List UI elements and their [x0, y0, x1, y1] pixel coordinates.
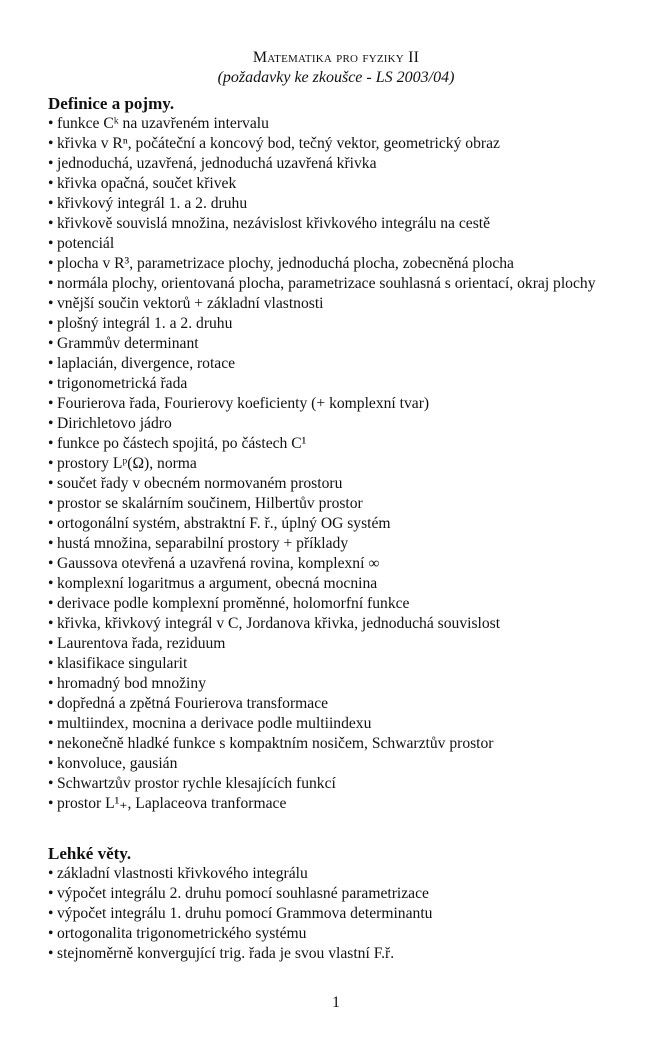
section-definitions	[48, 94, 638, 814]
list-item-text: stejnoměrně konvergující trig. řada je svou vlastní F.ř.	[57, 945, 395, 962]
list-item-text: křivka v Rⁿ, počáteční a koncový bod, tečný vektor, geometrický obraz	[57, 135, 500, 152]
bullet-icon: •	[48, 635, 54, 652]
bullet-icon: •	[48, 775, 54, 792]
list-item	[48, 494, 638, 514]
list-item	[48, 774, 638, 794]
list-item	[48, 904, 638, 924]
list-item-text: derivace podle komplexní proměnné, holomorfní funkce	[57, 595, 410, 612]
bullet-icon: •	[48, 255, 54, 272]
bullet-icon: •	[48, 395, 54, 412]
bullet-icon: •	[48, 675, 54, 692]
list-item	[48, 794, 638, 814]
list-item	[48, 734, 638, 754]
bullet-icon: •	[48, 415, 54, 432]
list-item-text: Laurentova řada, reziduum	[57, 635, 226, 652]
list-item	[48, 434, 638, 454]
list-item-text: výpočet integrálu 1. druhu pomocí Grammova determinantu	[57, 905, 433, 922]
list-item-text: plocha v R³, parametrizace plochy, jednoduchá plocha, zobecněná plocha	[57, 255, 514, 272]
list-item-text: funkce po částech spojitá, po částech C¹	[57, 435, 307, 452]
list-item-text: laplacián, divergence, rotace	[57, 355, 236, 372]
bullet-icon: •	[48, 535, 54, 552]
list-item	[48, 334, 638, 354]
bullet-icon: •	[48, 945, 54, 962]
list-item-text: jednoduchá, uzavřená, jednoduchá uzavřená křivka	[57, 155, 377, 172]
list-item	[48, 414, 638, 434]
list-item-text: klasifikace singularit	[57, 655, 188, 672]
list-item	[48, 174, 638, 194]
document-subtitle: (požadavky ke zkoušce - LS 2003/04)	[217, 69, 455, 86]
bullet-icon: •	[48, 215, 54, 232]
bullet-icon: •	[48, 155, 54, 172]
list-item-text: plošný integrál 1. a 2. druhu	[57, 315, 233, 332]
bullet-icon: •	[48, 355, 54, 372]
list-item	[48, 394, 638, 414]
list-item-text: křivkově souvislá množina, nezávislost křivkového integrálu na cestě	[57, 215, 491, 232]
bullet-icon: •	[48, 175, 54, 192]
list-item-text: základní vlastnosti křivkového integrálu	[57, 865, 308, 882]
list-item	[48, 514, 638, 534]
bullet-icon: •	[48, 295, 54, 312]
list-item-text: normála plochy, orientovaná plocha, parametrizace souhlasná s orientací, okraj plochy	[57, 275, 596, 292]
list-item-text: komplexní logaritmus a argument, obecná mocnina	[57, 575, 378, 592]
bullet-icon: •	[48, 755, 54, 772]
list-item-text: multiindex, mocnina a derivace podle multiindexu	[57, 715, 372, 732]
bullet-icon: •	[48, 715, 54, 732]
list-item	[48, 594, 638, 614]
list-item	[48, 254, 638, 274]
bullet-icon: •	[48, 375, 54, 392]
list-item-text: Fourierova řada, Fourierovy koeficienty (+ komplexní tvar)	[57, 395, 430, 412]
list-item-text: dopředná a zpětná Fourierova transformace	[57, 695, 329, 712]
bullet-icon: •	[48, 435, 54, 452]
list-item-text: křivka opačná, součet křivek	[57, 175, 237, 192]
document-title	[0, 48, 672, 68]
list-item-text: Grammův determinant	[57, 335, 199, 352]
list-item-text: výpočet integrálu 2. druhu pomocí souhlasné parametrizace	[57, 885, 429, 902]
list-item-text: konvoluce, gausián	[57, 755, 178, 772]
list-item	[48, 864, 638, 884]
bullet-icon: •	[48, 455, 54, 472]
bullet-icon: •	[48, 695, 54, 712]
list-item-text: potenciál	[57, 235, 115, 252]
list-item-text: ortogonalita trigonometrického systému	[57, 925, 307, 942]
bullet-icon: •	[48, 195, 54, 212]
list-item	[48, 654, 638, 674]
list-item	[48, 574, 638, 594]
section-easy-theorems	[48, 844, 638, 964]
list-item-text: hromadný bod množiny	[57, 675, 206, 692]
list-item	[48, 454, 638, 474]
bullet-icon: •	[48, 865, 54, 882]
list-item	[48, 924, 638, 944]
list-item	[48, 234, 638, 254]
list-item-text: součet řady v obecném normovaném prostoru	[57, 475, 343, 492]
list-item-text: křivkový integrál 1. a 2. druhu	[57, 195, 248, 212]
list-item-text: vnější součin vektorů + základní vlastnosti	[57, 295, 324, 312]
bullet-icon: •	[48, 595, 54, 612]
bullet-icon: •	[48, 275, 54, 292]
list-item	[48, 754, 638, 774]
bullet-icon: •	[48, 615, 54, 632]
list-item-text: Dirichletovo jádro	[57, 415, 172, 432]
bullet-icon: •	[48, 315, 54, 332]
list-item	[48, 614, 638, 634]
definitions-list	[48, 114, 638, 814]
list-item	[48, 134, 638, 154]
list-item	[48, 354, 638, 374]
bullet-icon: •	[48, 905, 54, 922]
bullet-icon: •	[48, 115, 54, 132]
list-item-text: prostory Lᵖ(Ω), norma	[57, 455, 197, 472]
bullet-icon: •	[48, 555, 54, 572]
list-item	[48, 554, 638, 574]
bullet-icon: •	[48, 135, 54, 152]
list-item-text: prostor se skalárním součinem, Hilbertův prostor	[57, 495, 363, 512]
list-item	[48, 714, 638, 734]
list-item	[48, 374, 638, 394]
list-item-text: prostor L¹₊, Laplaceova tranformace	[57, 795, 287, 812]
bullet-icon: •	[48, 885, 54, 902]
list-item-text: nekonečně hladké funkce s kompaktním nosičem, Schwarztův prostor	[57, 735, 494, 752]
bullet-icon: •	[48, 515, 54, 532]
list-item	[48, 534, 638, 554]
list-item	[48, 114, 638, 134]
page-number: 1	[332, 994, 340, 1011]
bullet-icon: •	[48, 495, 54, 512]
list-item	[48, 314, 638, 334]
title-text: Matematika pro fyziky II	[252, 49, 420, 66]
list-item	[48, 194, 638, 214]
list-item-text: trigonometrická řada	[57, 375, 188, 392]
bullet-icon: •	[48, 575, 54, 592]
list-item-text: hustá množina, separabilní prostory + příklady	[57, 535, 349, 552]
list-item-text: ortogonální systém, abstraktní F. ř., úplný OG systém	[57, 515, 391, 532]
section-heading: Definice a pojmy.	[48, 94, 175, 113]
bullet-icon: •	[48, 795, 54, 812]
list-item	[48, 294, 638, 314]
list-item-text: funkce Cᵏ na uzavřeném intervalu	[57, 115, 269, 132]
list-item-text: křivka, křivkový integrál v C, Jordanova křivka, jednoduchá souvislost	[57, 615, 501, 632]
list-item-text: Gaussova otevřená a uzavřená rovina, komplexní ∞	[57, 555, 380, 572]
section-heading: Lehké věty.	[48, 844, 132, 863]
bullet-icon: •	[48, 925, 54, 942]
bullet-icon: •	[48, 735, 54, 752]
bullet-icon: •	[48, 475, 54, 492]
bullet-icon: •	[48, 235, 54, 252]
list-item	[48, 634, 638, 654]
theorems-list	[48, 864, 638, 964]
list-item	[48, 674, 638, 694]
list-item	[48, 474, 638, 494]
list-item-text: Schwartzův prostor rychle klesajících funkcí	[57, 775, 336, 792]
bullet-icon: •	[48, 655, 54, 672]
bullet-icon: •	[48, 335, 54, 352]
list-item	[48, 274, 638, 294]
list-item	[48, 694, 638, 714]
list-item	[48, 884, 638, 904]
list-item	[48, 944, 638, 964]
list-item	[48, 154, 638, 174]
list-item	[48, 214, 638, 234]
